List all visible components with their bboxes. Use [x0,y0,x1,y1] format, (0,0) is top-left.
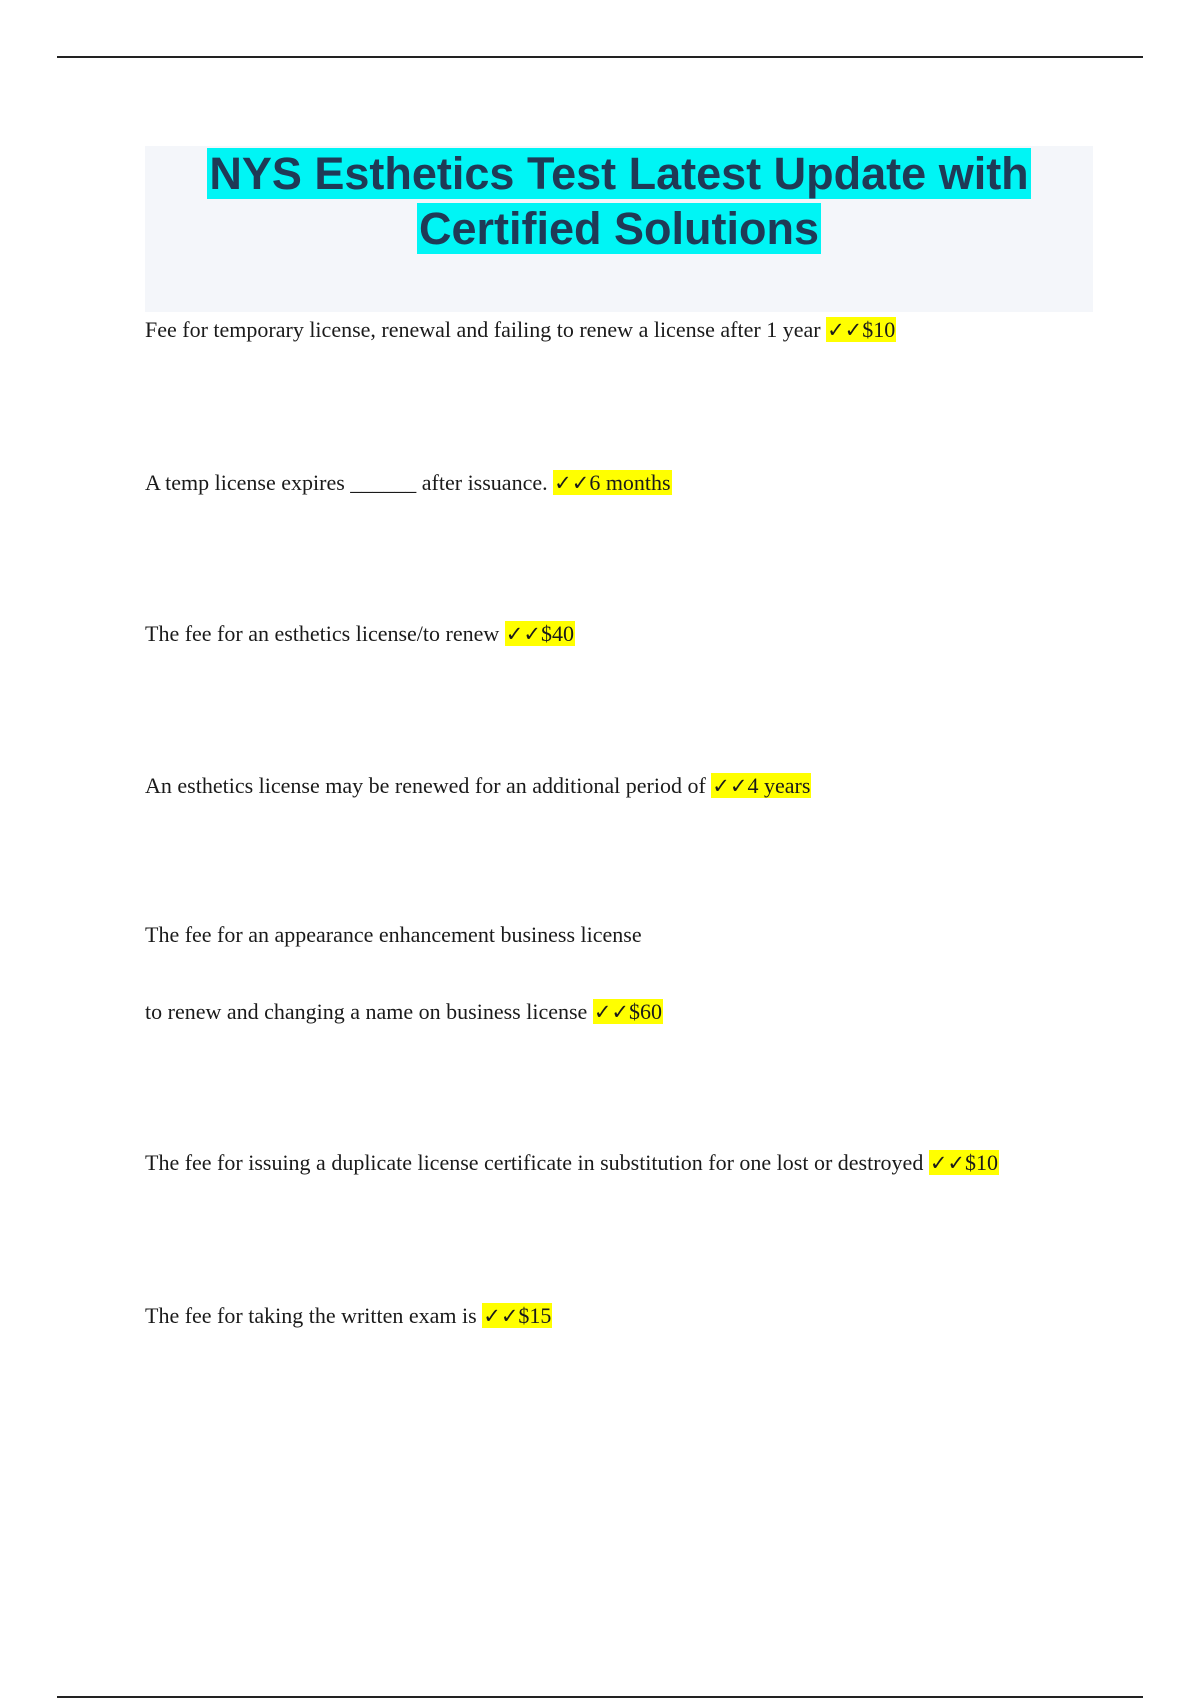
check-icon: ✓✓ [827,318,863,342]
answer-highlight [826,317,896,342]
question-text: The fee for issuing a duplicate license certificate in substitution for one lost or destroyed [145,1150,929,1175]
qa-item-2 [145,469,672,497]
answer-text: $40 [540,621,574,646]
answer-highlight [505,621,575,646]
top-rule [57,56,1143,58]
title-block [145,146,1093,312]
bottom-rule [57,1696,1143,1698]
question-text: The fee for an appearance enhancement business license [145,922,642,947]
answer-highlight [929,1150,999,1175]
answer-text: $15 [518,1303,552,1328]
check-icon: ✓✓ [712,774,748,798]
question-text: The fee for taking the written exam is [145,1303,483,1328]
qa-item-5 [145,998,663,1026]
answer-highlight [553,470,672,495]
question-text: An esthetics license may be renewed for an additional period of [145,773,712,798]
check-icon: ✓✓ [505,622,541,646]
page-title: NYS Esthetics Test Latest Update with Certified Solutions [209,148,1029,254]
check-icon: ✓✓ [593,1000,630,1024]
question-text: Fee for temporary license, renewal and failing to renew a license after 1 year [145,317,827,342]
qa-item-4 [145,772,811,800]
check-icon: ✓✓ [929,1151,966,1175]
qa-item-6 [145,1149,999,1177]
answer-highlight [711,773,811,798]
answer-text: 6 months [589,470,671,495]
qa-item-3 [145,620,575,648]
question-text: The fee for an esthetics license/to renew [145,621,505,646]
answer-text: $10 [965,1150,999,1175]
answer-highlight [593,999,663,1024]
qa-item-5-line1 [145,921,642,949]
qa-item-1 [145,316,896,344]
check-icon: ✓✓ [554,471,590,495]
answer-text: 4 years [747,773,811,798]
question-text: to renew and changing a name on business license [145,999,593,1024]
answer-text: $10 [862,317,896,342]
question-text: A temp license expires ______ after issuance. [145,470,554,495]
check-icon: ✓✓ [483,1304,519,1328]
answer-text: $60 [629,999,663,1024]
answer-highlight [482,1303,552,1328]
qa-item-7 [145,1302,552,1330]
